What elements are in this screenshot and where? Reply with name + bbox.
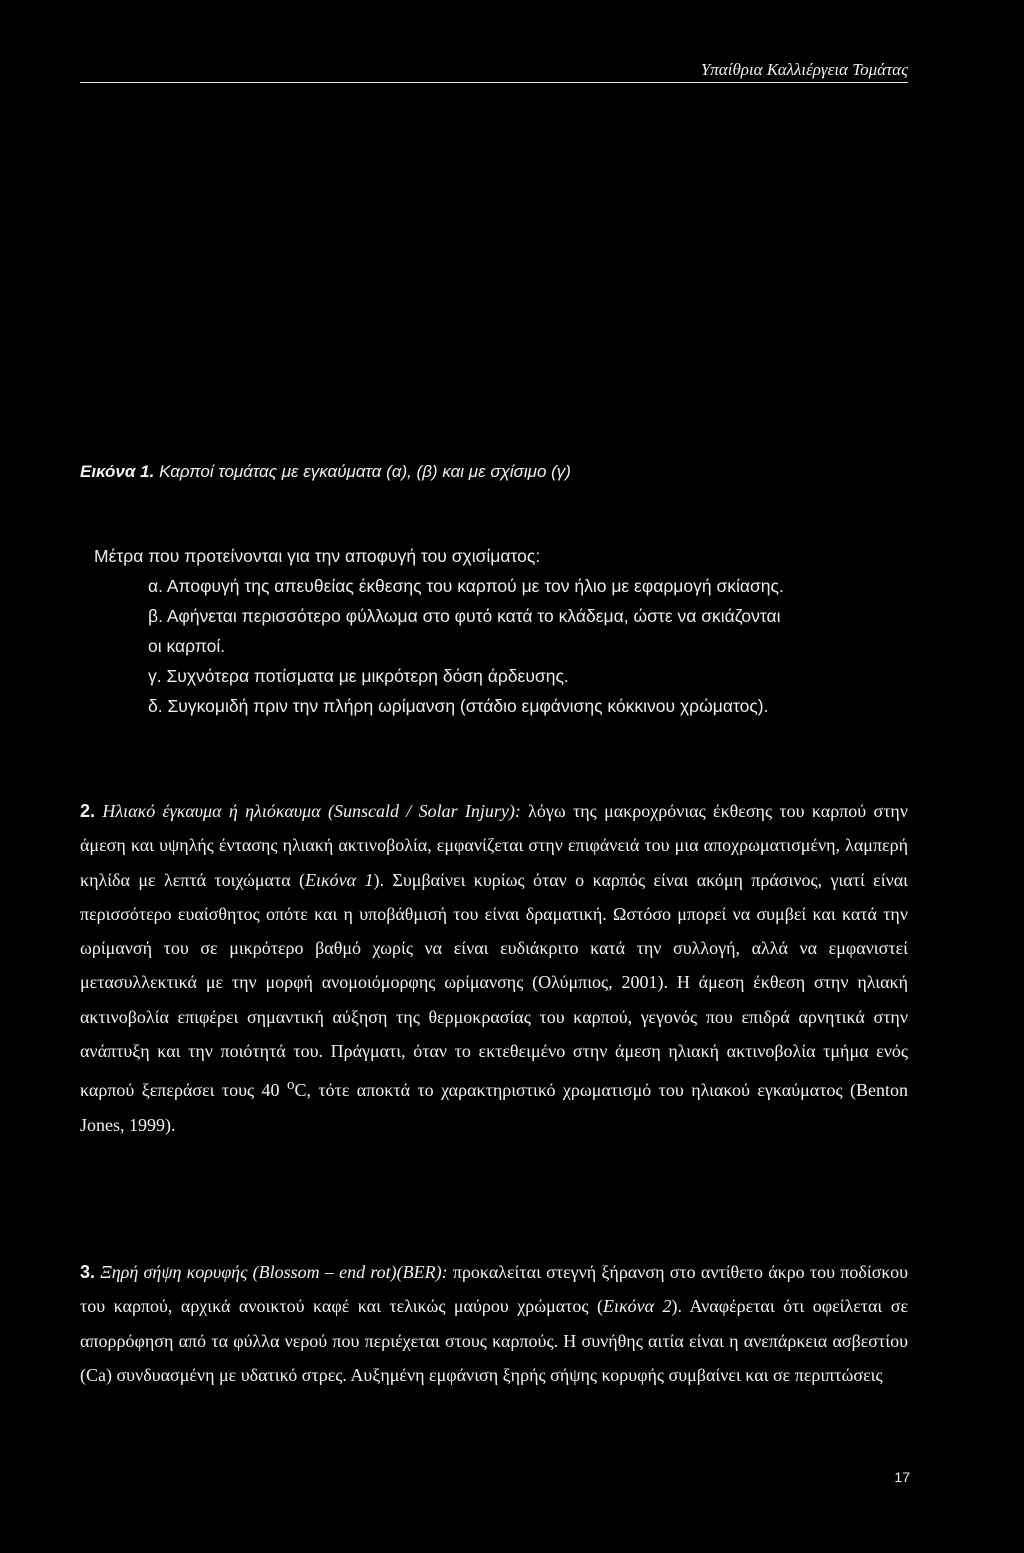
section-sunscald <box>80 794 908 1142</box>
measure-item: β. Αφήνεται περισσότερο φύλλωμα στο φυτό κατά το κλάδεμα, ώστε να σκιάζονται <box>148 606 781 626</box>
figure-reference: Εικόνα 2 <box>602 1296 672 1317</box>
running-title: Υπαίθρια Καλλιέργεια Τομάτας <box>700 60 908 79</box>
page-number: 17 <box>894 1469 910 1485</box>
running-header <box>80 60 908 83</box>
measures-list <box>94 541 924 721</box>
figure-caption <box>80 462 571 482</box>
figure-caption-label: Εικόνα 1. <box>80 462 155 481</box>
measure-item: γ. Συχνότερα ποτίσματα με μικρότερη δόση άρδευσης. <box>148 666 569 686</box>
degree-superscript: o <box>286 1077 295 1094</box>
section-number: 3. <box>80 1262 96 1282</box>
section-text: λόγω της μακροχρόνιας έκθεσης του καρπού στην άμεση και υψηλής έντασης ηλιακή ακτινοβολία, εμφανίζεται στην επιφάνειά του μια αποχρωματισμένη, λαμπερή κηλίδα με λεπτά τοιχώματα ( <box>80 801 908 890</box>
measures-intro: Μέτρα που προτείνονται για την αποφυγή του σχισίματος: <box>94 546 541 566</box>
section-text: C, τότε αποκτά το χαρακτηριστικό χρωματισμό του ηλιακού εγκαύματος (Benton Jones, 1999). <box>80 1080 908 1135</box>
section-blossom-end-rot <box>80 1255 908 1392</box>
section-number: 2. <box>80 801 96 821</box>
section-text: ). Συμβαίνει κυρίως όταν ο καρπός είναι ακόμη πράσινος, γιατί είναι περισσότερο ευαίσθητος οπότε και η υποβάθμισή του είναι δραματική. Ωστόσο μπορεί να συμβεί και κατά την ωρίμανσή του σε μικρότερο βαθμό χωρίς να είναι ευδιάκριτο κατά την συλλογή, αλλά να εμφανιστεί μετασυλλεκτικά με την μορφή ανομοιόμορφης ωρίμανσης (Ολύμπιος, 2001). Η άμεση έκθεση στην ηλιακή ακτινοβολία επιφέρει σημαντική αύξηση της θερμοκρασίας του καρπού, γεγονός που επιδρά αρνητικά στην ανάπτυξη και την ποιότητά του. Πράγματι, όταν το εκτεθειμένο στην άμεση ηλιακή ακτινοβολία τμήμα ενός καρπού ξεπεράσει τους 40 <box>80 869 908 1101</box>
measure-item: δ. Συγκομιδή πριν την πλήρη ωρίμανση (στάδιο εμφάνισης κόκκινου χρώματος). <box>148 696 769 716</box>
figure-reference: Εικόνα 1 <box>305 869 374 890</box>
section-ber-paragraph <box>80 1255 908 1392</box>
section-text: ). Αναφέρεται ότι οφείλεται σε απορρόφηση από τα φύλλα νερού που περιέχεται στους καρπούς. Η συνήθης αιτία είναι η ανεπάρκεια ασβεστίου (Ca) συνδυασμένη με υδατικό στρες. Αυξημένη εμφάνιση ξηρής σήψης κορυφής συμβαίνει και σε περιπτώσεις <box>80 1296 908 1385</box>
measure-item: α. Αποφυγή της απευθείας έκθεσης του καρπού με τον ήλιο με εφαρμογή σκίασης. <box>148 576 784 596</box>
figure-caption-text: Καρποί τομάτας με εγκαύματα (α), (β) και με σχίσιμο (γ) <box>159 462 571 481</box>
section-text: προκαλείται στεγνή ξήρανση στο αντίθετο άκρο του ποδίσκου του καρπού, αρχικά ανοικτού καφέ και τελικώς μαύρου χρώματος ( <box>80 1262 908 1317</box>
section-sunscald-paragraph <box>80 794 908 1142</box>
section-title: Ηλιακό έγκαυμα ή ηλιόκαυμα (Sunscald / Solar Injury): <box>102 801 521 821</box>
measure-item-continuation: οι καρποί. <box>148 636 226 656</box>
section-title: Ξηρή σήψη κορυφής (Blossom – end rot)(BER): <box>100 1262 448 1282</box>
